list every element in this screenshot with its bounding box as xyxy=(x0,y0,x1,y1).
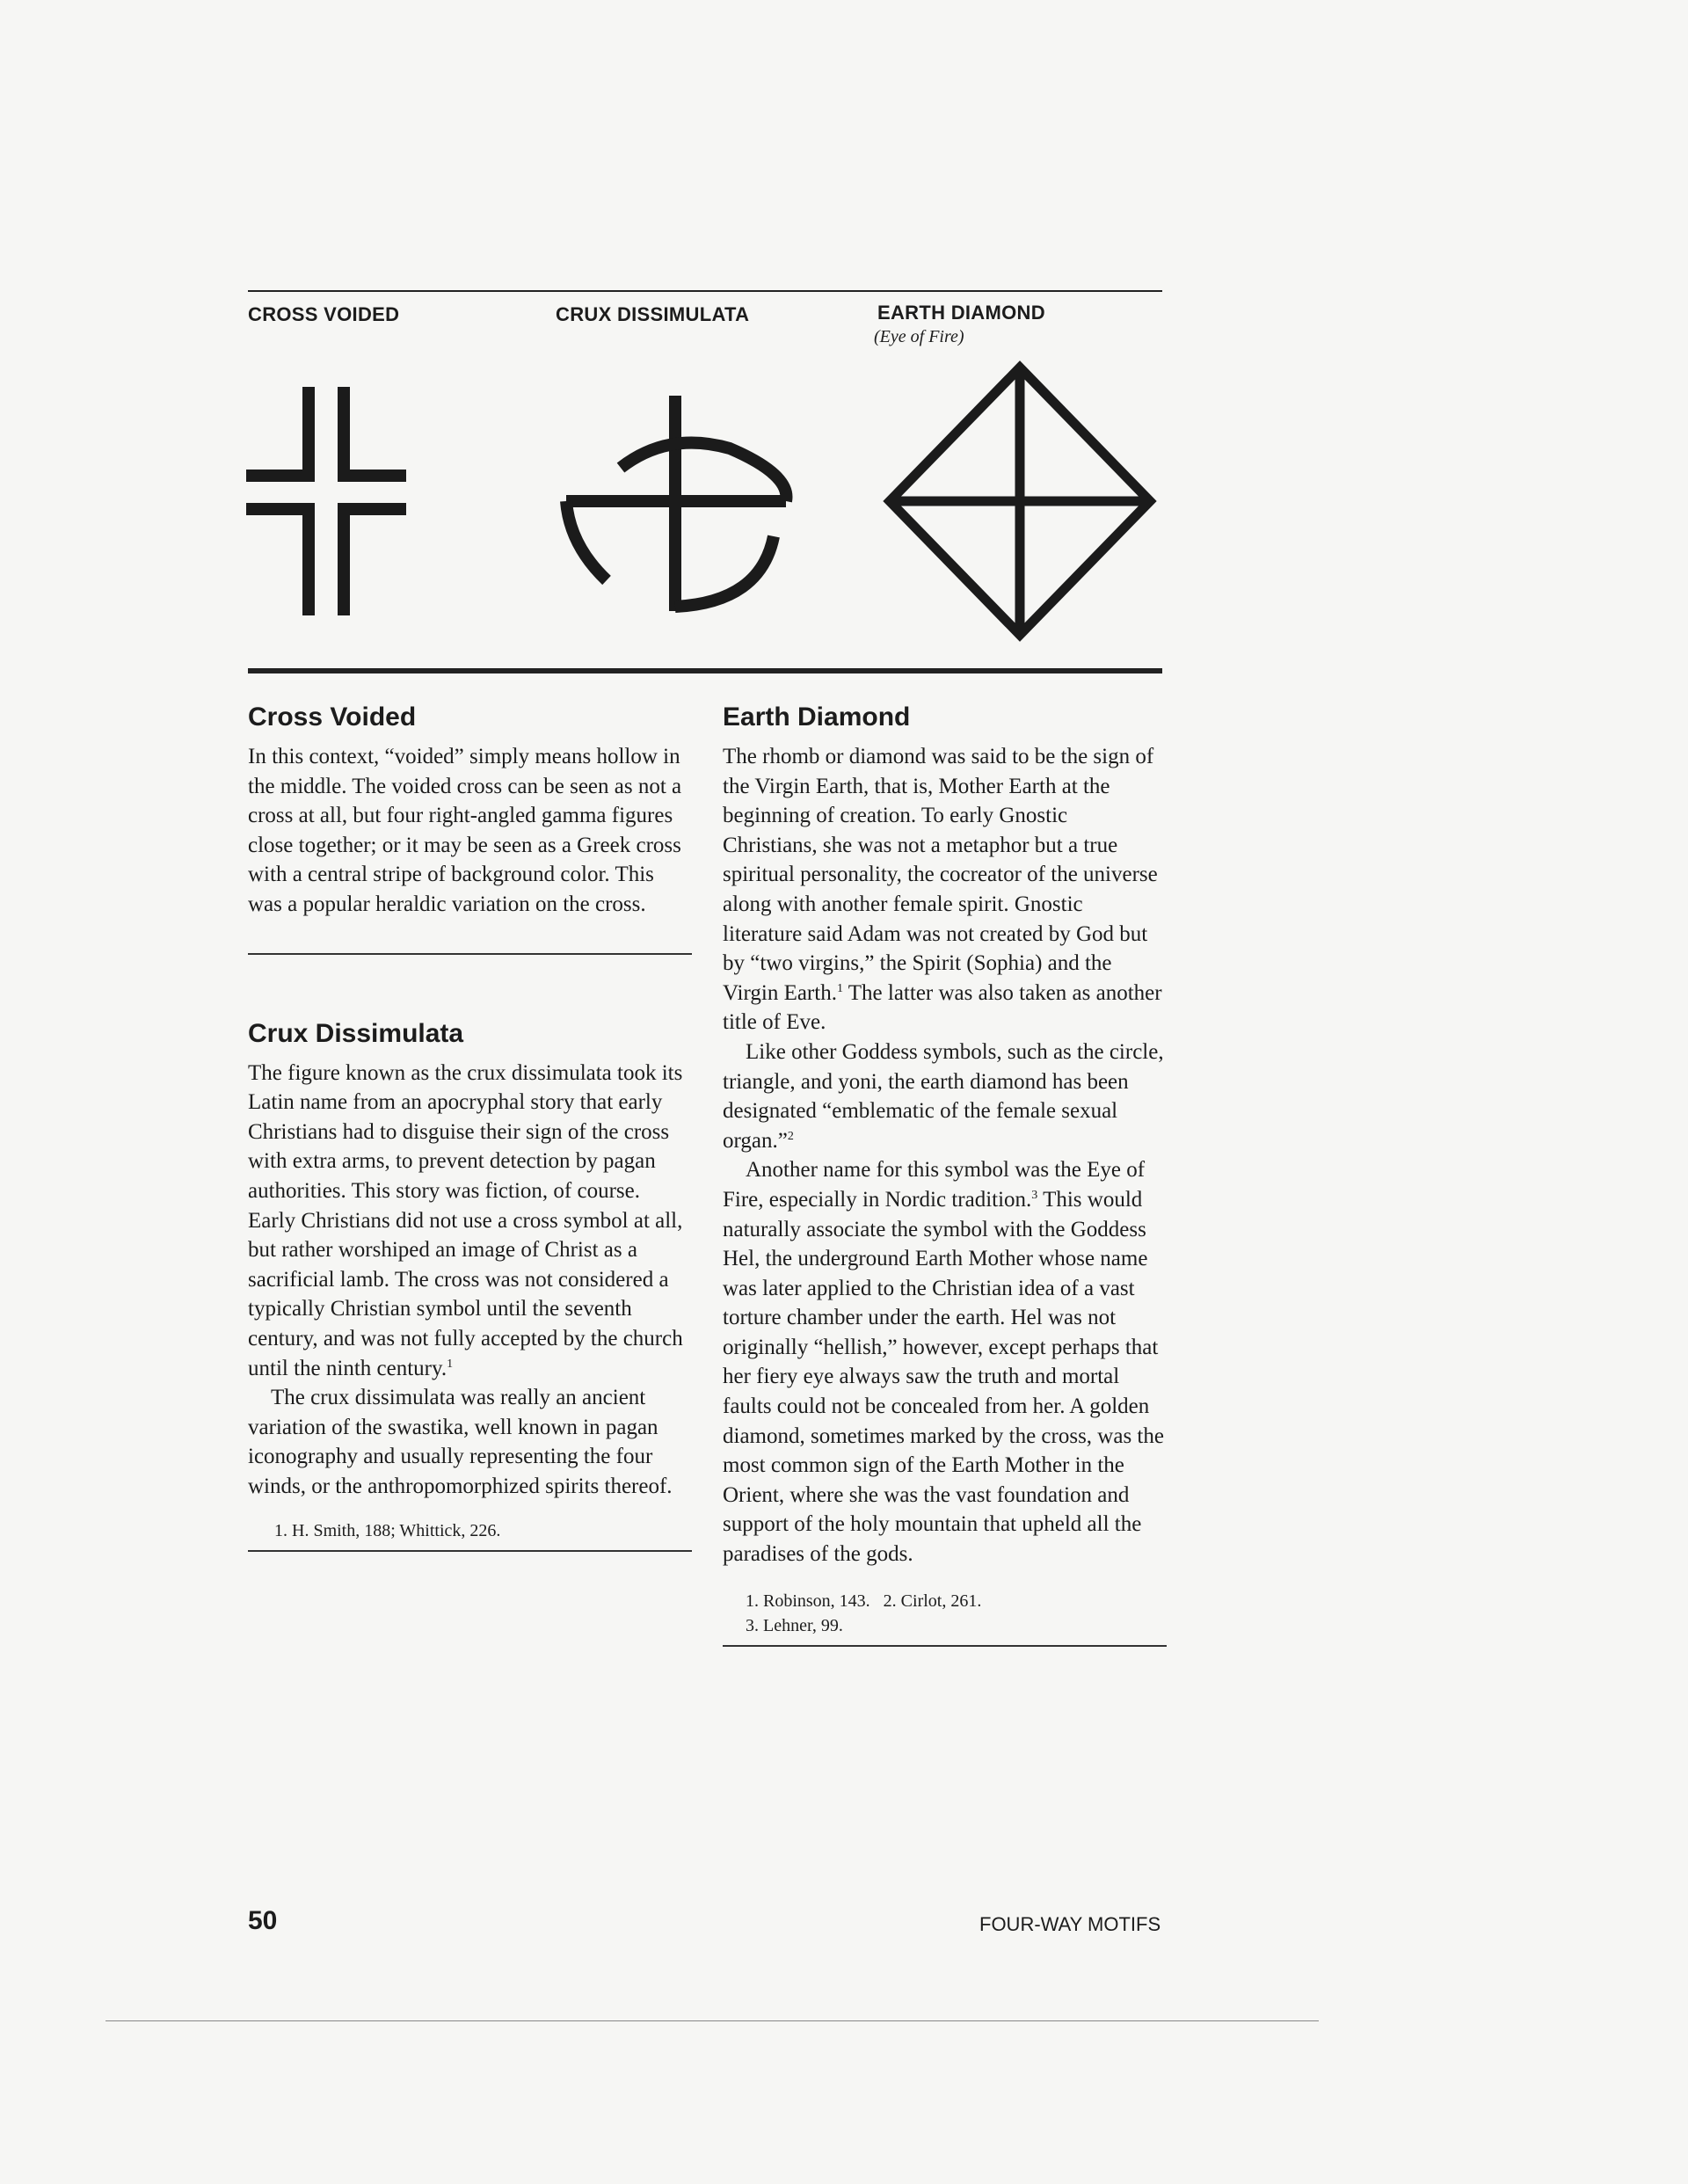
crux-dissimulata-paragraph-1: The figure known as the crux dissimulata took its Latin name from an apocryphal story that early Christians had to disguise their sign of the cross with extra arms, to prevent detection by pagan authorities. This story was fiction, of course. Early Christians did not use a cross symbol at all, but rather worshiped an image of Christ as a sacrificial lamb. The cross was not considered a typically Christian symbol until the seventh century, and was not fully accepted by the church until the ninth century.$^1$ xyxy=(248,1060,683,1380)
earth-diamond-note-1: 1. Robinson, 143. 2. Cirlot, 261. xyxy=(746,1591,982,1611)
label-cross-voided: CROSS VOIDED xyxy=(248,303,400,325)
heading-crux-dissimulata: Crux Dissimulata xyxy=(248,1018,464,1048)
earth-diamond-paragraph-3: Another name for this symbol was the Eye of Fire, especially in Nordic tradition.$^3$ This would naturally associate the symbol with the Goddess Hel, the underground Earth Mother whose name was later applied to the Christian idea of a vast torture chamber under the earth. Hel was not originally “hellish,” however, except perhaps that her fiery eye always saw the truth and mortal faults could not be concealed from her. A golden diamond, sometimes marked by the cross, was the most common sign of the Earth Mother in the Orient, where she was the vast foundation and support of the holy mountain that upheld all the paradises of the gods. xyxy=(723,1158,1164,1567)
cross-voided-paragraph: In this context, “voided” simply means hollow in the middle. The voided cross can be seen as not a cross at all, but four right-angled gamma figures close together; or it may be seen as a Greek cross with a central stripe of background color. This was a popular heraldic variation on the cross. xyxy=(248,745,682,916)
notes-rule xyxy=(248,1550,692,1552)
section-crux-dissimulata xyxy=(248,1016,692,1553)
section-earth-diamond xyxy=(723,700,1167,1647)
right-column xyxy=(723,700,1167,1647)
section-cross-voided xyxy=(248,700,692,920)
crux-dissimulata-icon xyxy=(554,396,800,624)
running-footer-title: FOUR-WAY MOTIFS xyxy=(979,1913,1161,1935)
label-earth-diamond: EARTH DIAMOND xyxy=(877,302,1045,324)
footnote-ref: 2 xyxy=(787,1129,794,1143)
left-column xyxy=(248,700,692,1552)
symbols-bottom-rule xyxy=(248,668,1162,673)
notes-rule xyxy=(723,1645,1167,1647)
footnote-ref: 3 xyxy=(1031,1188,1038,1202)
page-number: 50 xyxy=(248,1906,278,1935)
crux-dissimulata-paragraph-2: The crux dissimulata was really an ancient variation of the swastika, well known in pagan iconography and usually representing the four winds, or the anthropomorphized spirits thereof. xyxy=(248,1386,673,1498)
top-rule xyxy=(248,290,1162,292)
heading-cross-voided: Cross Voided xyxy=(248,703,417,732)
label-earth-diamond-subtitle: (Eye of Fire) xyxy=(874,327,964,346)
section-divider xyxy=(248,953,692,955)
footnote-ref: 1 xyxy=(836,981,843,995)
heading-earth-diamond: Earth Diamond xyxy=(723,703,911,732)
label-crux-dissimulata: CRUX DISSIMULATA xyxy=(556,303,750,325)
footnote-ref: 1 xyxy=(447,1357,454,1371)
earth-diamond-icon xyxy=(879,360,1160,642)
earth-diamond-paragraph-2: Like other Goddess symbols, such as the circle, triangle, and yoni, the earth diamond has been designated “emblematic of the female sexual organ.”$^2$ xyxy=(723,1039,1164,1153)
cross-voided-icon xyxy=(246,387,413,615)
crux-dissimulata-note: 1. H. Smith, 188; Whittick, 226. xyxy=(274,1521,501,1541)
scan-edge-line xyxy=(106,2020,1319,2021)
earth-diamond-note-2: 3. Lehner, 99. xyxy=(746,1615,843,1635)
earth-diamond-paragraph-1: The rhomb or diamond was said to be the sign of the Virgin Earth, that is, Mother Earth at the beginning of creation. To early Gnostic Christians, she was not a metaphor but a true spiritual personality, the cocreator of the universe along with another female spirit. Gnostic literature said Adam was not created by God but by “two virgins,” the Spirit (Sophia) and the Virgin Earth.$^1$ The latter was also taken as another title of Eve. xyxy=(723,745,1162,1035)
